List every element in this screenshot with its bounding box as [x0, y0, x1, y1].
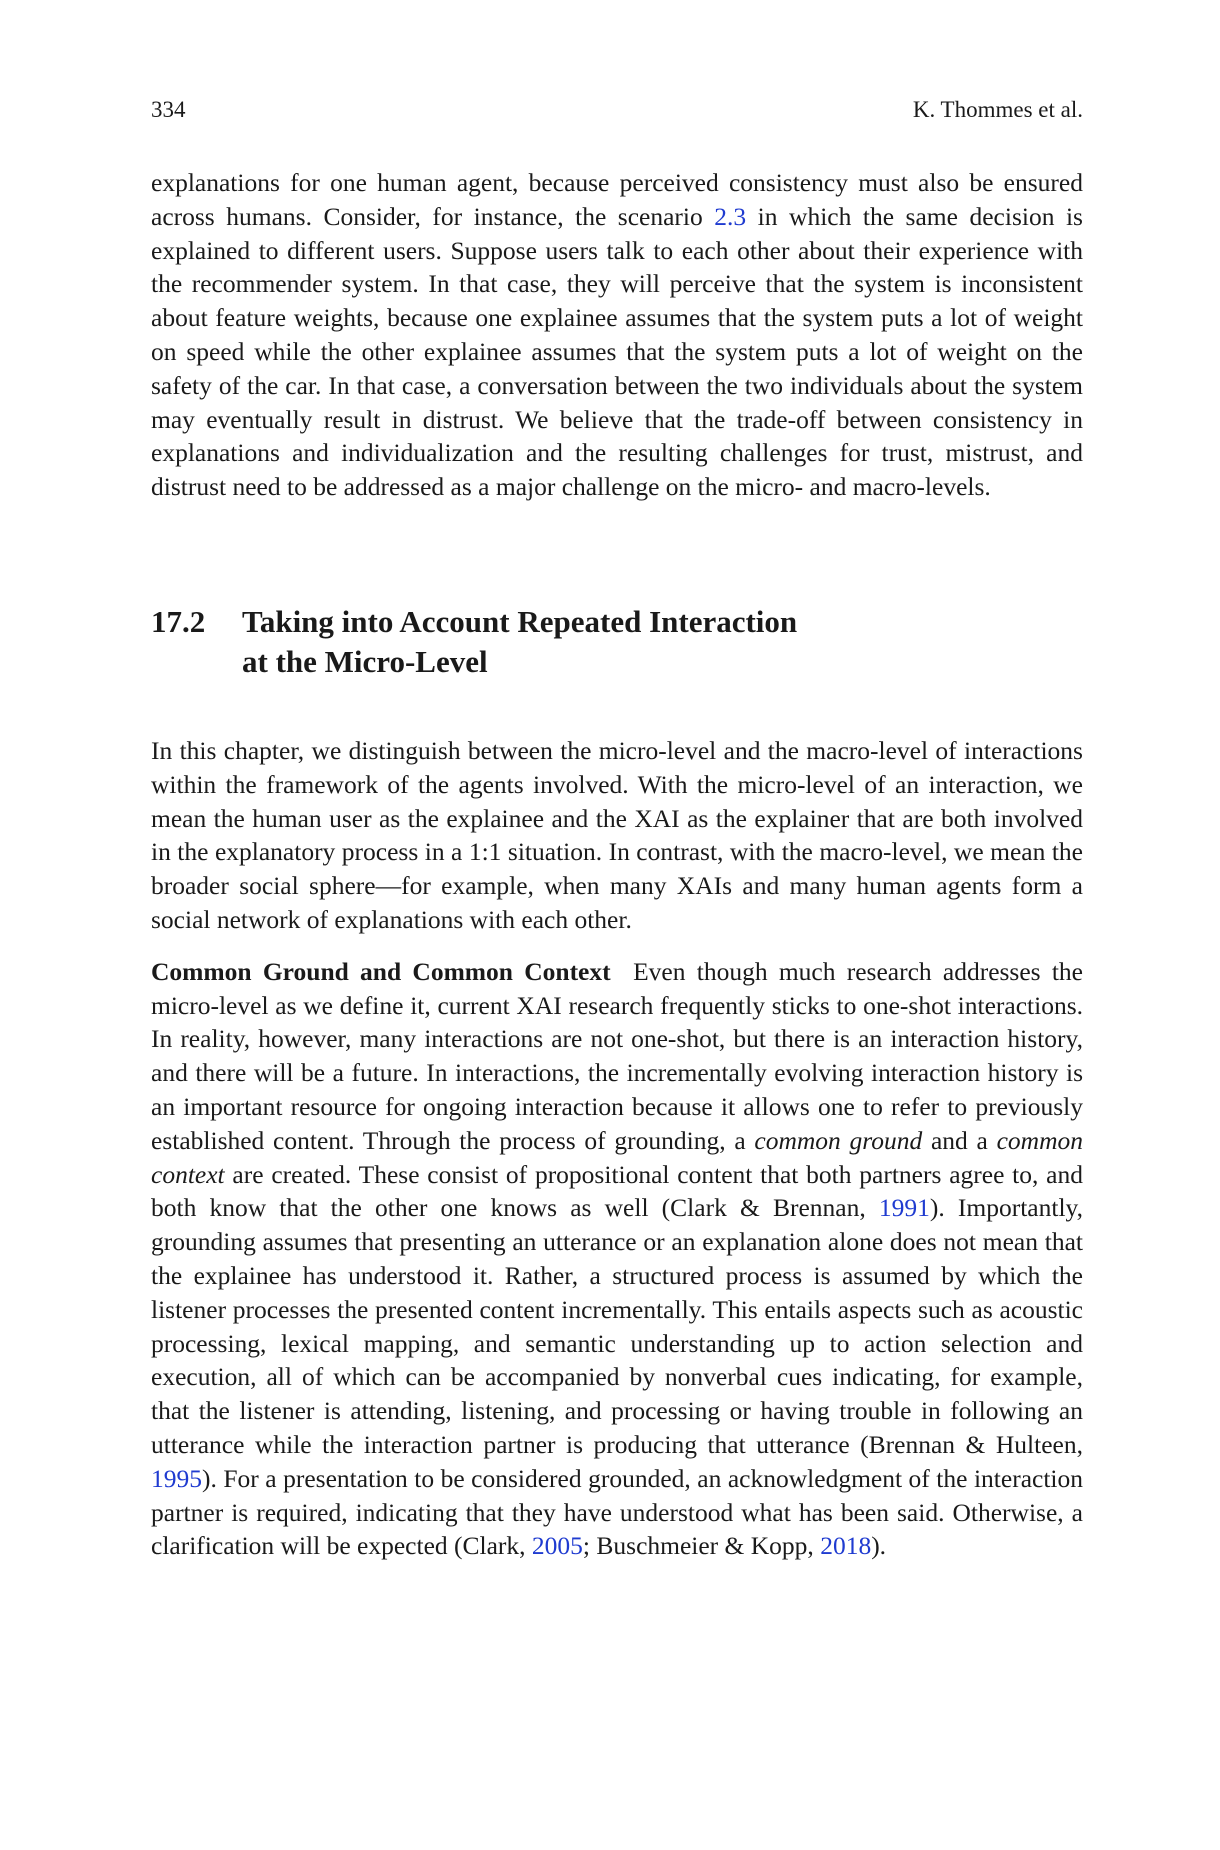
text-run: explanations for one human agent, because perceived consistency must also be ensured across humans. Consider, for instance, the scenario [151, 168, 1083, 231]
scenario-reference-link[interactable]: 2.3 [714, 201, 747, 231]
text-run: ). [871, 1531, 887, 1561]
section-title-line-2: at the Micro-Level [242, 643, 488, 679]
emphasis-common-context: common context [151, 1125, 1083, 1189]
page-content [151, 96, 1083, 1563]
citation-link-1995[interactable]: 1995 [151, 1463, 202, 1493]
citation-link-2018[interactable]: 2018 [820, 1531, 872, 1561]
paragraph-continued [151, 166, 1083, 504]
text-run: ). Importantly, grounding assumes that presenting an utterance or an explanation alone does not mean that the explainee has understood it. Rather, a structured process is assumed by which the listener processes the presented content incrementally. This entails aspects such as acoustic processing, lexical mapping, and semantic understanding up to action selection and execution, all of which can be accompanied by nonverbal cues indicating, for example, that the listener is attending, listening, and processing or having trouble in following an utterance while the interaction partner is producing that utterance (Brennan & Hulteen, [151, 1193, 1084, 1459]
paragraph-micro-macro: In this chapter, we distinguish between the micro-level and the macro-level of interactions within the framework of the agents involved. With the micro-level of an interaction, we mean the human user as the explainee and the XAI as the explainer that are both involved in the explanatory process in a 1:1 situation. In contrast, with the macro-level, we mean the broader social sphere—for example, when many XAIs and many human agents form a social network of explanations with each other. [151, 735, 1083, 934]
running-header [151, 96, 1083, 124]
text-run: ). For a presentation to be considered grounded, an acknowledgment of the interaction partner is required, indicating that they have understood what has been said. Otherwise, a clarification will be expected (Clark, [151, 1463, 1083, 1561]
text-run: ; Buschmeier & Kopp, [582, 1531, 821, 1561]
section-number: 17.2 [151, 603, 206, 639]
text-run: and a [922, 1125, 997, 1155]
page-number: 334 [151, 97, 186, 122]
running-author: K. Thommes et al. [912, 97, 1083, 122]
emphasis-common-ground: common ground [754, 1125, 923, 1155]
text-run: are created. These consist of propositional content that both partners agree to, and both know that the other one knows as well (Clark & Brennan, [151, 1159, 1083, 1223]
citation-link-2005[interactable]: 2005 [531, 1531, 583, 1561]
text-run: Even though much research addresses the micro-level as we define it, current XAI research frequently sticks to one-shot interactions. In reality, however, many interactions are not one-shot, but there is an interaction history, and there will be a future. In interactions, the incrementally evolving interaction history is an important resource for ongoing interaction because it allows one to refer to previously established content. Through the process of grounding, a [151, 956, 1083, 1155]
section-title [242, 602, 802, 682]
citation-link-1991[interactable]: 1991 [878, 1193, 930, 1223]
text-run: in which the same decision is explained to different users. Suppose users talk to each other about their experience with the recommender system. In that case, they will perceive that the system is inconsistent about feature weights, because one explainee assumes that the system puts a lot of weight on speed while the other explainee assumes that the system puts a lot of weight on the safety of the car. In that case, a conversation between the two individuals about the system may eventually result in distrust. We believe that the trade-off between consistency in explanations and individualization and the resulting challenges for trust, mistrust, and distrust need to be addressed as a major challenge on the micro- and macro-levels. [151, 201, 1083, 502]
section-heading [151, 602, 1083, 682]
run-in-heading: Common Ground and Common Context [151, 956, 611, 986]
section-title-line-1: Taking into Account Repeated Interaction [242, 603, 798, 639]
paragraph-common-ground [151, 955, 1083, 1563]
